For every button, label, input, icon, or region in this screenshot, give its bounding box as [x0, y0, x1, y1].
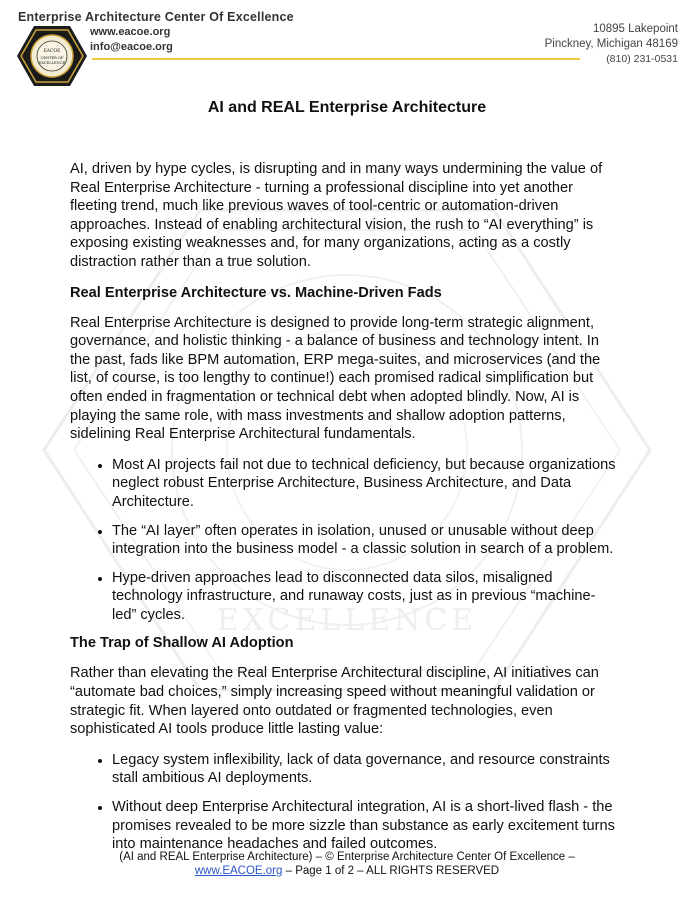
- list-item: • Hype-driven approaches lead to disconnected data silos, misaligned technology infrastructure, and runaway costs, just as in previous “machine-led” cycles.: [112, 569, 618, 625]
- footer-page-info: – Page 1 of 2 – ALL RIGHTS RESERVED: [282, 865, 500, 877]
- address-city: Pinckney, Michigan 48169: [544, 38, 678, 50]
- eacoe-logo: [16, 24, 88, 88]
- header-divider: [92, 58, 580, 60]
- section2-paragraph: Rather than elevating the Real Enterprise Architectural discipline, AI initiatives can “automate bad choices,” simply increasing speed without meaningful validation or strategic fit. When layered onto outdated or fragmented technologies, even sophisticated AI tools produce little lasting value:: [70, 665, 599, 738]
- section2-heading: The Trap of Shallow AI Adoption: [70, 635, 294, 652]
- footer-line1: (AI and REAL Enterprise Architecture) – © Enterprise Architecture Center Of Excellence –: [119, 851, 575, 863]
- section2-bullet-list: [70, 751, 618, 854]
- website-link[interactable]: www.eacoe.org: [90, 26, 171, 38]
- watermark-word: EXCELLENCE: [216, 603, 478, 638]
- list-item: • The “AI layer” often operates in isolation, unused or unusable without deep integration into the business model - a classic solution in search of a problem.: [112, 522, 618, 559]
- document-title: AI and REAL Enterprise Architecture: [207, 99, 487, 116]
- logo-text-line2: CENTER OF: [40, 56, 64, 60]
- footer-website-link[interactable]: www.EACOE.org: [194, 865, 283, 877]
- list-item: • Most AI projects fail not due to technical deficiency, but because organizations neglect robust Enterprise Architecture, Business Architecture, and Data Architecture.: [112, 456, 618, 512]
- logo-text-top: EACOE: [43, 49, 61, 54]
- email-link[interactable]: info@eacoe.org: [90, 41, 173, 53]
- section1-heading: Real Enterprise Architecture vs. Machine-Driven Fads: [70, 284, 442, 301]
- org-name: Enterprise Architecture Center Of Excellence: [18, 10, 294, 24]
- page-footer: [0, 850, 694, 878]
- page-header: [0, 0, 694, 92]
- address-block: [545, 22, 678, 67]
- address-phone: (810) 231-0531: [606, 53, 678, 65]
- address-street: 10895 Lakepoint: [592, 23, 678, 35]
- section1-bullet-list: [70, 456, 618, 625]
- document-body: [70, 160, 618, 864]
- list-item: • Without deep Enterprise Architectural integration, AI is a short-lived flash - the promises revealed to be more sizzle than substance as early excitement turns into maintenance headaches and failed outcomes.: [112, 798, 618, 854]
- intro-paragraph: AI, driven by hype cycles, is disrupting and in many ways undermining the value of Real Enterprise Architecture - turning a professional discipline into yet another fleeting trend, much like previous waves of tool-centric or automation-driven approaches. Instead of enabling architectural vision, the rush to “AI everything” is exposing existing weaknesses and, for many organizations, acting as a costly distraction rather than a true solution.: [70, 161, 603, 270]
- logo-text-line3: EXCELLENCE: [38, 61, 66, 65]
- section1-paragraph: Real Enterprise Architecture is designed to provide long-term strategic alignment, governance, and holistic thinking - a balance of business and technology intent. In the past, fads like BPM automation, ERP mega-suites, and microservices (and the list, of course, is too lengthy to continue!) each promised radical simplification but often ended in fragmentation or technical debt when adopted blindly. Now, AI is playing the same role, with mass investments and shallow adoption patterns, sidelining Real Enterprise Architectural fundamentals.: [70, 314, 601, 443]
- list-item: • Legacy system inflexibility, lack of data governance, and resource constraints stall ambitious AI deployments.: [112, 751, 618, 788]
- footer-line2: [0, 864, 694, 878]
